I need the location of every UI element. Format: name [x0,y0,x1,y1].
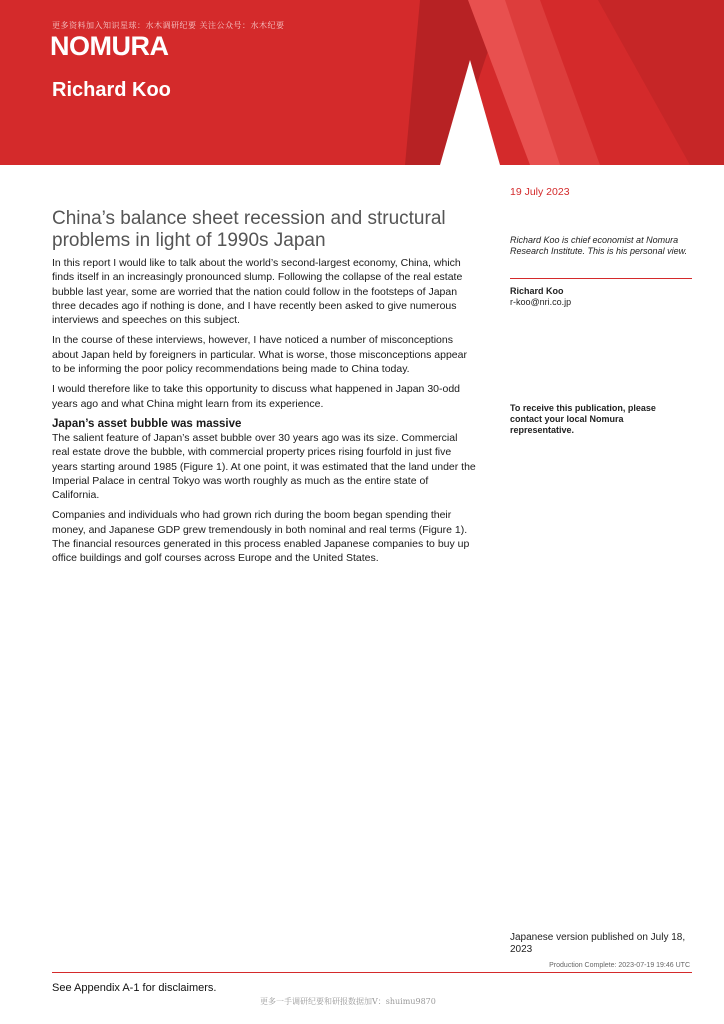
paragraph: The salient feature of Japan’s asset bubble over 30 years ago was its size. Commercial real estate drove the bubble, with commercial property prices rising fourfold in just five years starting around 1985 (Figure 1). At one point, it was estimated that the land under the Imperial Palace in central Tokyo was worth roughly as much as the entire state of California. [52,431,476,502]
main-body [52,256,477,572]
nomura-logo: NOMURA [50,31,169,61]
paragraph: I would therefore like to take this opportunity to discuss what happened in Japan 30-odd years ago and what China might learn from its experience. [52,383,461,410]
disclaimer-link[interactable]: See Appendix A-1 for disclaimers. [52,982,217,994]
report-date: 19 July 2023 [510,186,570,198]
header-watermark: 更多资料加入知识星球：水木调研纪要 关注公众号：水木纪要 [52,21,285,30]
author-email-link[interactable]: r-koo@nri.co.jp [510,297,572,307]
footer-divider [52,972,692,973]
sidebar-divider [510,278,692,279]
production-timestamp: Production Complete: 2023-07-19 19:46 UTC [549,962,690,969]
footer-watermark: 更多一手调研纪要和研报数据加V：shuimu9870 [260,997,436,1006]
report-title: China’s balance sheet recession and structural problems in light of 1990s Japan [52,208,446,251]
author-name: Richard Koo [510,286,564,296]
author-bio: Richard Koo is chief economist at Nomura Research Institute. This is his personal view. [510,235,688,256]
paragraph: In this report I would like to talk about the world’s second-largest economy, China, which finds itself in an increasingly pronounced slump. Following the collapse of the real estate bubble last year, some are worried that the nation could follow in the footsteps of Japan three decades ago if nothing is done, and I have recently been asked to give numerous interviews and speeches on this subject. [52,257,463,327]
header-banner [0,0,724,165]
section-heading: Japan’s asset bubble was massive [52,417,242,430]
paragraph: In the course of these interviews, however, I have noticed a number of misconceptions about Japan held by foreigners in particular. What is worse, those misconceptions appear to be informing the poor policy recommendations being made to China today. [52,334,467,376]
header-author: Richard Koo [52,79,171,101]
paragraph: Companies and individuals who had grown rich during the boom began spending their money, and Japanese GDP grew tremendously in both nominal and real terms (Figure 1). The financial resources generated in this process enabled Japanese companies to buy up office buildings and golf courses across Europe and the United States. [52,509,470,565]
japanese-version-note: Japanese version published on July 18, 2023 [510,932,686,955]
receive-publication-note: To receive this publication, please contact your local Nomura representative. [510,403,656,435]
